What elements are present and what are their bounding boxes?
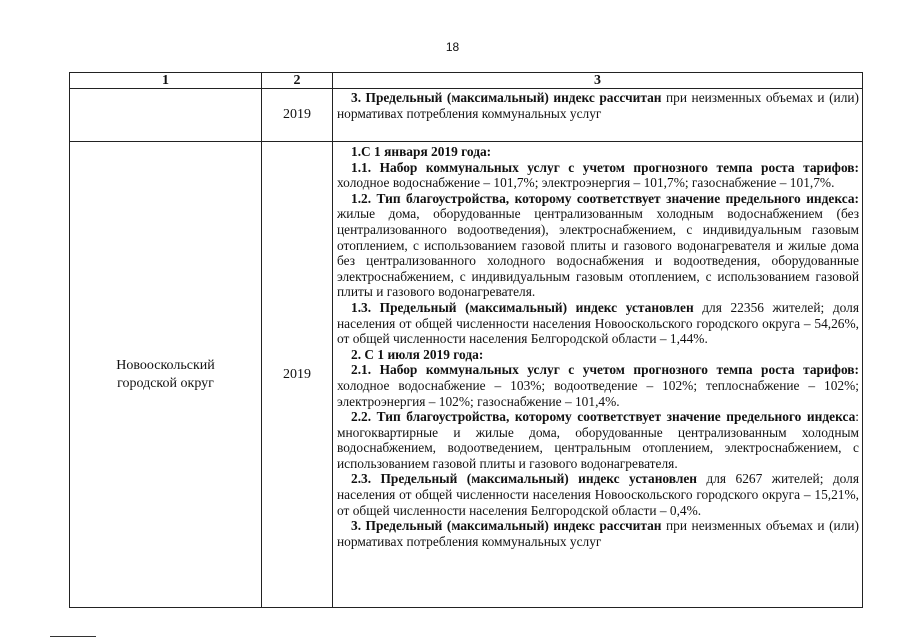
table-row [70, 89, 863, 142]
paragraph-3 [337, 518, 859, 549]
paragraph-2-3 [337, 471, 859, 518]
paragraph-bold-lead: 1.3. Предельный (максимальный) индекс установлен [351, 299, 694, 315]
paragraph-2-1 [337, 362, 859, 409]
paragraph-bold-lead: 2.3. Предельный (максимальный) индекс установлен [351, 471, 698, 487]
paragraph-text: при неизменных объемах и (или) нормативах потребления коммунальных услуг [337, 518, 859, 549]
footnote-divider [50, 636, 96, 637]
table-header-row [70, 73, 863, 89]
paragraph-bold-lead: 2.2. Тип благоустройства, которому соответствует значение предельного индекса [351, 409, 856, 425]
region-cell-empty [70, 89, 262, 142]
region-name-line1: Новооскольский [116, 357, 215, 373]
paragraph-3 [337, 90, 859, 121]
section-1-heading [337, 144, 859, 160]
region-name-line2: городской округ [117, 375, 214, 391]
paragraph-text: : многоквартирные и жилые дома, оборудованные централизованным холодным водоснабжением, водоотведением, центральным отоплением, электроснабжением, с использованием газовой плиты и газового водонагревателя. [337, 409, 859, 471]
region-cell [70, 142, 262, 608]
paragraph-bold-lead: 1.1. Набор коммунальных услуг с учетом прогнозного темпа роста тарифов: [351, 159, 859, 175]
paragraph-text: холодное водоснабжение – 101,7%; электроэнергия – 101,7%; газоснабжение – 101,7%. [337, 175, 835, 191]
content-cell [333, 89, 863, 142]
paragraph-bold-lead: 2.1. Набор коммунальных услуг с учетом прогнозного темпа роста тарифов: [351, 362, 859, 378]
paragraph-2-2 [337, 409, 859, 471]
year-cell: 2019 [262, 142, 333, 608]
paragraph-bold-lead: 3. Предельный (максимальный) индекс рассчитан [351, 518, 662, 534]
paragraph-text: для 22356 жителей; доля населения от общей численности населения Новооскольского городского округа – 54,26%, от общей численности населения Белгородской области – 1,44%. [337, 299, 860, 347]
column-header-1: 1 [70, 73, 262, 89]
tariff-table [69, 72, 863, 608]
column-header-2: 2 [262, 73, 333, 89]
paragraph-text: при неизменных объемах и (или) нормативах потребления коммунальных услуг [337, 90, 859, 121]
year-cell: 2019 [262, 89, 333, 142]
paragraph-text: для 6267 жителей; доля населения от общей численности населения Новооскольского городского округа – 15,21%, от общей численности населения Белгородской области – 0,4%. [337, 471, 859, 518]
section-2-heading-text: 2. С 1 июля 2019 года: [351, 346, 484, 362]
section-2-heading [337, 347, 859, 363]
section-1-heading-text: 1.С 1 января 2019 года: [351, 144, 492, 159]
paragraph-text: жилые дома, оборудованные централизованным холодным водоснабжением (без централизованного водоотведения), электроснабжением, с индивидуальным газовым отоплением, с использованием газовой плиты и газового водонагревателя и жилые дома без централизованного холодного водоснабжения и водоотведения, оборудованные электроснабжением, с индивидуальным газовым отоплением, с использованием газовой плиты и газового водонагревателя. [337, 206, 859, 300]
paragraph-bold-lead: 3. Предельный (максимальный) индекс рассчитан [351, 90, 662, 105]
content-cell [333, 142, 863, 608]
page-number: 18 [445, 40, 460, 54]
paragraph-bold-lead: 1.2. Тип благоустройства, которому соответствует значение предельного индекса: [351, 190, 859, 206]
paragraph-1-1 [337, 160, 859, 191]
column-header-3: 3 [333, 73, 863, 89]
paragraph-text: холодное водоснабжение – 103%; водоотведение – 102%; теплоснабжение – 102%; электроэнергия – 102%; газоснабжение – 101,4%. [337, 377, 859, 409]
table-row [70, 142, 863, 608]
paragraph-1-3 [337, 300, 859, 347]
paragraph-1-2 [337, 191, 859, 300]
